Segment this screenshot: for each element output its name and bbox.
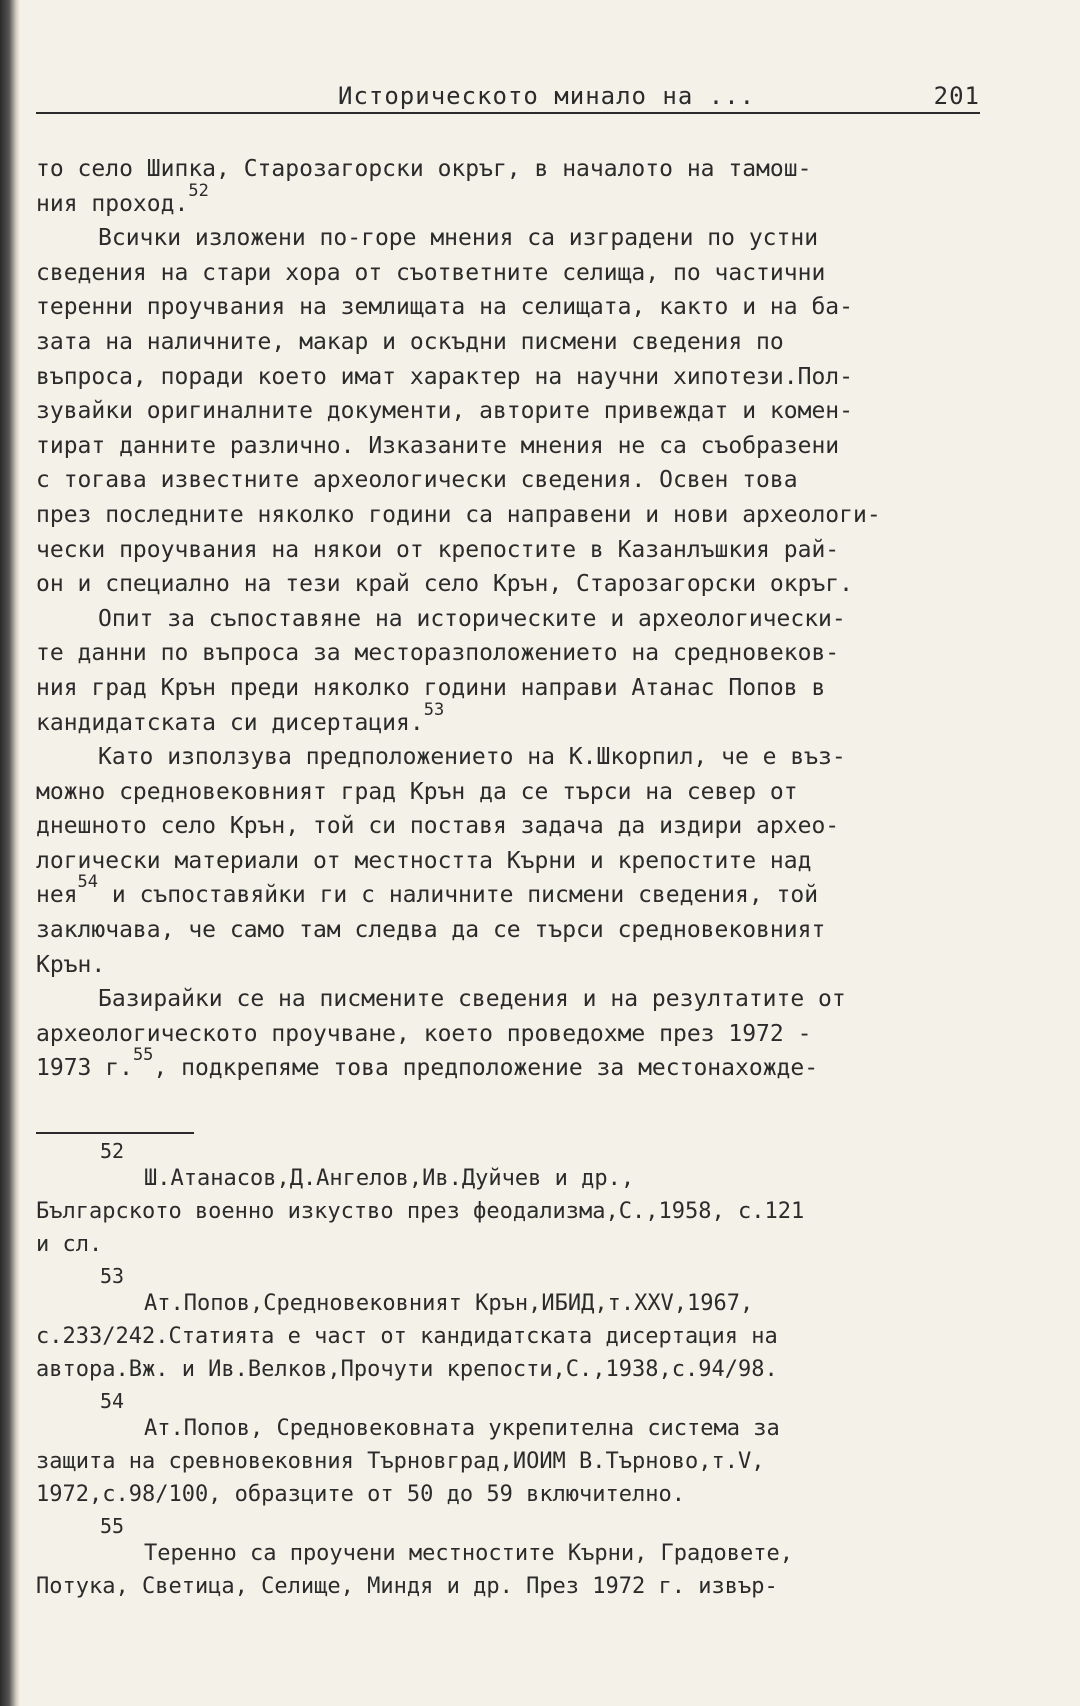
text-line-content: ния проход. (36, 190, 189, 217)
footnote-line: Потука, Светица, Селище, Миндя и др. През 1972 г. извър- (36, 1574, 778, 1599)
text-line (36, 636, 986, 671)
footnote (36, 1265, 986, 1386)
text-line-content: ния град Крън преди няколко години направи Атанас Попов в (36, 674, 826, 701)
text-line (36, 948, 986, 983)
footnote-separator (36, 1132, 194, 1134)
footnotes (36, 1140, 986, 1607)
text-line (36, 221, 986, 256)
footnote-number: 52 (100, 1139, 125, 1163)
text-line (36, 463, 986, 498)
footnote-line: Българското военно изкуство през феодализма,С.,1958, с.121 (36, 1199, 805, 1224)
text-line (36, 1045, 986, 1086)
text-line-content: Крън. (36, 951, 106, 978)
text-line-content: Опит за съпоставяне на историческите и археологически- (98, 605, 846, 632)
footnote-line: автора.Вж. и Ив.Велков,Прочути крепости,С.,1938,с.94/98. (36, 1357, 778, 1382)
text-line-content: 1973 г. (36, 1055, 133, 1082)
text-line (36, 699, 986, 741)
text-line-content: археологическото проучване, което проведохме през 1972 - (36, 1020, 812, 1047)
text-line-content: логически материали от местността Кърни и крепостите над (36, 847, 812, 874)
footnote-number: 55 (100, 1514, 125, 1538)
text-line (36, 1017, 986, 1052)
footnote-line: и сл. (36, 1232, 103, 1257)
text-line-continuation: и съпоставяйки ги с наличните писмени сведения, той (98, 882, 819, 909)
text-line-content: можно средновековният град Крън да се търси на север от (36, 778, 798, 805)
text-line (36, 775, 986, 810)
text-line (36, 671, 986, 706)
text-line-content: нея (36, 882, 78, 909)
text-line-content: с тогава известните археологически сведения. Освен това (36, 467, 798, 494)
text-line (36, 844, 986, 879)
text-line-content: заключава, че само там следва да се търси средновековният (36, 917, 826, 944)
text-line-content: то село Шипка, Старозагорски окръг, в началото на тамош- (36, 156, 812, 182)
footnote-reference: 54 (77, 872, 99, 893)
text-line (36, 256, 986, 291)
text-line-content: днешното село Крън, той си поставя задача да издири архео- (36, 813, 840, 840)
text-line (36, 152, 986, 187)
text-line-content: зувайки оригиналните документи, авторите привеждат и комен- (36, 398, 853, 425)
footnote-line: Ат.Попов,Средновековният Крън,ИБИД,т.XXV,1967, (144, 1291, 754, 1316)
footnote-line: защита на сревновековния Търновград,ИОИМ В.Търново,т.V, (36, 1449, 765, 1474)
text-line (36, 533, 986, 568)
text-line (36, 809, 986, 844)
text-line (36, 429, 986, 464)
text-line-content: сведения на стари хора от съответните селища, по частични (36, 259, 826, 286)
text-line (36, 567, 986, 602)
text-line-content: теренни проучвания на землищата на селищата, както и на ба- (36, 294, 853, 321)
running-title: Историческото минало на ... (338, 82, 756, 110)
footnote-line: 1972,с.98/100, образците от 50 до 59 включително. (36, 1482, 686, 1507)
text-line (36, 913, 986, 948)
footnote-number: 53 (100, 1264, 125, 1288)
text-line-content: тират данните различно. Изказаните мнения не са съобразени (36, 432, 840, 459)
text-line-continuation: , подкрепяме това предположение за местонахожде- (153, 1055, 819, 1082)
text-line-content: въпроса, поради което имат характер на научни хипотези.Пол- (36, 363, 853, 390)
footnote (36, 1515, 986, 1603)
footnote-line: Теренно са проучени местностите Кърни, Градовете, (144, 1541, 794, 1566)
text-line (36, 872, 986, 913)
header-rule (36, 112, 980, 114)
text-line-content: Всички изложени по-горе мнения са изградени по устни (98, 225, 819, 252)
text-line (36, 290, 986, 325)
page-number: 201 (933, 82, 980, 110)
running-header (36, 82, 980, 116)
text-line-content: он и специално на тези край село Крън, Старозагорски окръг. (36, 571, 853, 598)
footnote (36, 1390, 986, 1511)
footnote-reference: 52 (188, 180, 209, 201)
text-line (36, 740, 986, 775)
text-line (36, 498, 986, 533)
footnote (36, 1140, 986, 1261)
text-line (36, 982, 986, 1017)
book-spine-edge (0, 0, 20, 1706)
text-line-content: през последните няколко години са направени и нови археологи- (36, 501, 881, 528)
text-line (36, 360, 986, 395)
text-line-content: зата на наличните, макар и оскъдни писмени сведения по (36, 328, 784, 355)
text-line (36, 325, 986, 360)
text-line-content: Като използува предположението на К.Шкорпил, че е въз- (98, 744, 846, 771)
footnote-reference: 53 (423, 699, 445, 720)
text-line-content: кандидатската си дисертация. (36, 709, 424, 736)
footnote-line: с.233/242.Статията е част от кандидатската дисертация на (36, 1324, 778, 1349)
text-line (36, 394, 986, 429)
text-line-content: те данни по въпроса за месторазположението на средновеков- (36, 640, 840, 667)
main-text (36, 152, 986, 1086)
footnote-line: Ат.Попов, Средновековната укрепителна система за (144, 1416, 780, 1441)
footnote-number: 54 (100, 1389, 125, 1413)
text-line-content: Базирайки се на писмените сведения и на резултатите от (98, 986, 846, 1013)
footnote-line: Ш.Атанасов,Д.Ангелов,Ив.Дуйчев и др., (144, 1166, 635, 1191)
text-line-content: чески проучвания на някои от крепостите в Казанлъшкия рай- (36, 536, 840, 563)
text-line (36, 602, 986, 637)
footnote-reference: 55 (132, 1045, 154, 1066)
text-line (36, 180, 986, 222)
